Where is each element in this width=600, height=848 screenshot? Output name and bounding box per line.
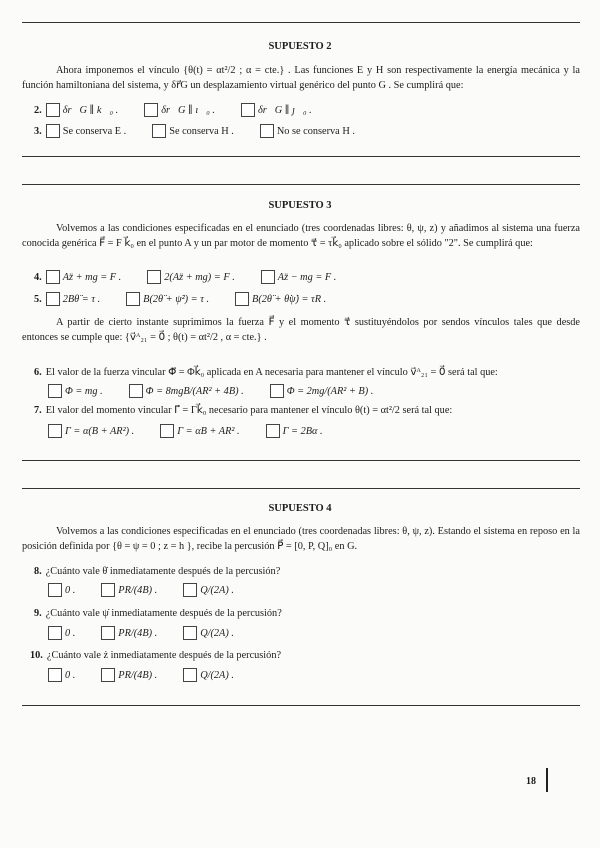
- option[interactable]: [48, 384, 103, 398]
- checkbox[interactable]: [270, 384, 284, 398]
- option[interactable]: [266, 424, 323, 438]
- checkbox[interactable]: [183, 668, 197, 682]
- option[interactable]: [144, 103, 215, 117]
- question-text: ¿Cuánto vale ψ̇ inmediatamente después de la percusión?: [45, 608, 282, 619]
- checkbox[interactable]: [260, 124, 274, 138]
- question-number: 4.: [34, 271, 42, 283]
- s3-intro2-text: A partir de cierto instante suprimimos la fuerza F⃗ y el momento τ⃗ sustituyéndolos por sendos vínculos tales que desde entonces se cumple que: {v⃗ᴬ₂₁ = 0⃗ ; θ(t) = αt²/2 , α = cte.} .: [22, 317, 580, 343]
- option-label: Az̈ + mg = F .: [62, 271, 122, 283]
- checkbox[interactable]: [48, 626, 62, 640]
- option[interactable]: [101, 583, 157, 597]
- question-9: [34, 608, 282, 619]
- question-3: [34, 124, 381, 138]
- option[interactable]: [270, 384, 374, 398]
- option[interactable]: [48, 583, 75, 597]
- divider: [22, 460, 580, 461]
- question-number: 6.: [34, 367, 42, 378]
- question-7-options: [48, 424, 349, 438]
- question-number: 8.: [34, 566, 42, 577]
- option-label: Φ = 2mg/(AR² + B) .: [286, 385, 374, 397]
- checkbox[interactable]: [147, 270, 161, 284]
- option[interactable]: [126, 292, 209, 306]
- question-number: 3.: [34, 125, 42, 137]
- checkbox[interactable]: [129, 384, 143, 398]
- s4-intro: [22, 525, 580, 554]
- question-5: [34, 292, 352, 306]
- option[interactable]: [48, 626, 75, 640]
- checkbox[interactable]: [46, 270, 60, 284]
- checkbox[interactable]: [48, 668, 62, 682]
- question-7: [34, 404, 452, 416]
- question-10-options: [48, 668, 260, 682]
- option-label: 2Bθ̈ = τ .: [62, 293, 101, 305]
- checkbox[interactable]: [144, 103, 158, 117]
- checkbox[interactable]: [261, 270, 275, 284]
- option[interactable]: [260, 124, 355, 138]
- checkbox[interactable]: [126, 292, 140, 306]
- checkbox[interactable]: [101, 626, 115, 640]
- section-title-s3: SUPUESTO 3: [268, 200, 332, 211]
- option-label: B(2θ̈ + ψ̇²) = τ .: [143, 293, 210, 305]
- checkbox[interactable]: [48, 424, 62, 438]
- option-label: δr⃗G ∥ ı⃗₀ .: [161, 105, 215, 116]
- option[interactable]: [241, 103, 312, 117]
- question-number: 5.: [34, 293, 42, 305]
- option-label: 2(Az̈ + mg) = F .: [164, 271, 235, 283]
- s2-intro: [22, 64, 580, 93]
- option[interactable]: [46, 103, 118, 117]
- option[interactable]: [101, 626, 157, 640]
- option[interactable]: [147, 270, 235, 284]
- option[interactable]: [46, 292, 100, 306]
- option-label: Q/(2A) .: [200, 627, 234, 639]
- option-label: PR/(4B) .: [118, 669, 158, 681]
- option-label: Φ = 8mgB/(AR² + 4B) .: [145, 385, 244, 397]
- option[interactable]: [48, 668, 75, 682]
- checkbox[interactable]: [46, 103, 60, 117]
- checkbox[interactable]: [152, 124, 166, 138]
- option-label: Se conserva H .: [169, 125, 234, 137]
- question-4: [34, 270, 362, 284]
- option[interactable]: [46, 124, 126, 138]
- checkbox[interactable]: [48, 583, 62, 597]
- divider: [22, 22, 580, 23]
- option-label: Az̈ − mg = F .: [277, 271, 337, 283]
- question-text: El valor del momento vincular Γ⃗ = Γk⃗₀ necesario para mantener el vínculo θ(t) = αt²/2 será tal que:: [45, 405, 453, 416]
- question-number: 10.: [30, 650, 43, 661]
- divider: [22, 488, 580, 489]
- option-label: 0 .: [65, 627, 76, 639]
- s3-intro: [22, 222, 580, 251]
- option[interactable]: [235, 292, 326, 306]
- option-label: Γ = α(B + AR²) .: [65, 425, 135, 437]
- option[interactable]: [48, 424, 134, 438]
- question-10: [30, 650, 281, 661]
- question-8-options: [48, 583, 260, 597]
- question-9-options: [48, 626, 260, 640]
- option-label: δr⃗G ∥ k⃗₀ .: [62, 105, 119, 116]
- checkbox[interactable]: [101, 583, 115, 597]
- divider: [22, 184, 580, 185]
- option-label: B(2θ̈ + θ̇ψ̇) = τR .: [252, 293, 327, 305]
- option-label: Q/(2A) .: [200, 584, 234, 596]
- option-label: PR/(4B) .: [118, 584, 158, 596]
- checkbox[interactable]: [241, 103, 255, 117]
- s3-intro-text: Volvemos a las condiciones especificadas en el enunciado (tres coordenadas libres: θ, ψ, z) y añadimos al sistema una fuerza conocida genérica F⃗ = F k⃗₀ en el punto A y un par motor de momento τ⃗ = τk⃗₀ aplicado sobre el sólido "2". Se cumplirá que:: [22, 223, 580, 249]
- question-text: ¿Cuánto vale θ̇ inmediatamente después de la percusión?: [45, 566, 281, 577]
- section-title-s4: SUPUESTO 4: [268, 503, 332, 514]
- option-label: Γ = αB + AR² .: [177, 425, 240, 437]
- question-8: [34, 566, 280, 577]
- option[interactable]: [183, 626, 234, 640]
- checkbox[interactable]: [183, 626, 197, 640]
- option[interactable]: [152, 124, 234, 138]
- option-label: 0 .: [65, 669, 76, 681]
- checkbox[interactable]: [183, 583, 197, 597]
- checkbox[interactable]: [266, 424, 280, 438]
- option[interactable]: [129, 384, 244, 398]
- option[interactable]: [183, 583, 234, 597]
- option-label: Φ = mg .: [65, 385, 103, 397]
- page-number-bar: [546, 768, 548, 792]
- option-label: Se conserva E .: [62, 125, 127, 137]
- option[interactable]: [101, 668, 157, 682]
- option-label: Γ = 2Bα .: [282, 425, 323, 437]
- page-number: 18: [526, 776, 536, 787]
- question-number: 2.: [34, 104, 42, 116]
- checkbox[interactable]: [235, 292, 249, 306]
- question-text: El valor de la fuerza vincular Φ⃗ = Φk⃗₀ aplicada en A necesaria para mantener el vínculo v⃗ᴬ₂₁ = 0⃗ será tal que:: [45, 367, 498, 378]
- divider: [22, 156, 580, 157]
- option[interactable]: [46, 270, 122, 284]
- checkbox[interactable]: [48, 384, 62, 398]
- section-title-s2: SUPUESTO 2: [268, 41, 332, 52]
- checkbox[interactable]: [160, 424, 174, 438]
- checkbox[interactable]: [46, 292, 60, 306]
- s2-intro-text: Ahora imponemos el vínculo {θ(t) = αt²/2 ; α = cte.} . Las funciones E y H son respectivamente la energía mecánica y la función hamiltoniana del sistema, y δr⃗G un desplazamiento virtual genérico del punto G . Se cumplirá que:: [22, 65, 580, 91]
- question-6-options: [48, 384, 399, 398]
- question-number: 9.: [34, 608, 42, 619]
- question-6: [34, 366, 498, 378]
- option-label: No se conserva H .: [276, 125, 355, 137]
- question-text: ¿Cuánto vale ż inmediatamente después de la percusión?: [46, 650, 282, 661]
- option-label: Q/(2A) .: [200, 669, 234, 681]
- option[interactable]: [261, 270, 337, 284]
- s3-intro2: [22, 316, 580, 345]
- question-2: [34, 103, 338, 117]
- option-label: 0 .: [65, 584, 76, 596]
- option[interactable]: [160, 424, 239, 438]
- option-label: δr⃗G ∥ ȷ⃗₀ .: [257, 105, 312, 116]
- s4-intro-text: Volvemos a las condiciones especificadas en el enunciado (tres coordenadas libres: θ, ψ, z). Estando el sistema en reposo en la posición definida por {θ = ψ = 0 ; z = h }, recibe la percusión P⃗ = [0, P, Q]₀ en G.: [22, 526, 580, 552]
- option[interactable]: [183, 668, 234, 682]
- checkbox[interactable]: [46, 124, 60, 138]
- question-number: 7.: [34, 405, 42, 416]
- option-label: PR/(4B) .: [118, 627, 158, 639]
- checkbox[interactable]: [101, 668, 115, 682]
- divider: [22, 705, 580, 706]
